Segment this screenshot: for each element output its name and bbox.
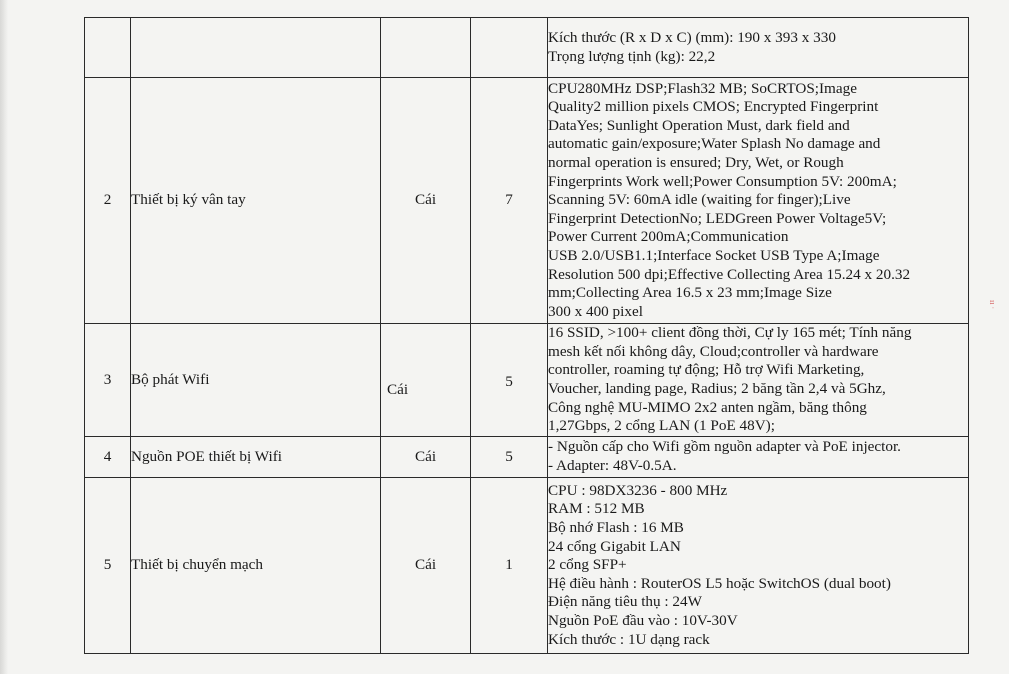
equipment-spec-table	[84, 17, 969, 654]
quantity-cell	[471, 324, 548, 437]
table-row	[85, 437, 969, 478]
row-number-cell: 4	[85, 437, 131, 478]
quantity-cell	[471, 18, 548, 78]
unit-cell	[381, 18, 471, 78]
item-name-cell: Bộ phát Wifi	[131, 324, 381, 437]
spec-cell: CPU : 98DX3236 - 800 MHz RAM : 512 MB Bộ nhớ Flash : 16 MB 24 cổng Gigabit LAN 2 cổng SFP+ Hệ điều hành : RouterOS L5 hoặc SwitchOS (dual boot) Điện năng tiêu thụ : 24W Nguồn PoE đầu vào : 10V-30V Kích thước : 1U dạng rack	[548, 478, 969, 654]
item-name-cell: Thiết bị ký vân tay	[131, 78, 381, 324]
item-name-cell: Nguồn POE thiết bị Wifi	[131, 437, 381, 478]
unit-label: Cái	[387, 380, 409, 398]
item-name-cell	[131, 18, 381, 78]
unit-cell	[381, 324, 471, 437]
unit-cell: Cái	[381, 78, 471, 324]
spec-cell: 16 SSID, >100+ client đồng thời, Cự ly 165 mét; Tính năng mesh kết nối không dây, Cloud;controller và hardware controller, roaming tự động; Hỗ trợ Wifi Marketing, Voucher, landing page, Radius; 2 băng tần 2,4 và 5Ghz, Công nghệ MU-MIMO 2x2 anten ngầm, băng thông 1,27Gbps, 2 cổng LAN (1 PoE 48V);	[548, 324, 969, 437]
row-number-cell: 5	[85, 478, 131, 654]
unit-cell: Cái	[381, 437, 471, 478]
scan-edge	[0, 0, 8, 674]
margin-stamp-mark: ıı ·	[988, 300, 997, 310]
row-number-cell	[85, 18, 131, 78]
quantity-cell: 1	[471, 478, 548, 654]
table-row	[85, 478, 969, 654]
quantity-label: 5	[505, 372, 513, 390]
table-row	[85, 78, 969, 324]
table-row	[85, 324, 969, 437]
quantity-cell: 7	[471, 78, 548, 324]
row-number-cell: 3	[85, 324, 131, 437]
unit-cell: Cái	[381, 478, 471, 654]
quantity-cell: 5	[471, 437, 548, 478]
row-number-cell: 2	[85, 78, 131, 324]
spec-cell: CPU280MHz DSP;Flash32 MB; SoCRTOS;Image Quality2 million pixels CMOS; Encrypted Fingerprint DataYes; Sunlight Operation Must, dark field and automatic gain/exposure;Water Splash No damage and normal operation is ensured; Dry, Wet, or Rough Fingerprints Work well;Power Consumption 5V: 200mA; Scanning 5V: 60mA idle (waiting for finger);Live Fingerprint DetectionNo; LEDGreen Power Voltage5V; Power Current 200mA;Communication USB 2.0/USB1.1;Interface Socket USB Type A;Image Resolution 500 dpi;Effective Collecting Area 15.24 x 20.32 mm;Collecting Area 16.5 x 23 mm;Image Size 300 x 400 pixel	[548, 78, 969, 324]
spec-cell: Kích thước (R x D x C) (mm): 190 x 393 x 330 Trọng lượng tịnh (kg): 22,2	[548, 18, 969, 78]
spec-cell: - Nguồn cấp cho Wifi gồm nguồn adapter và PoE injector. - Adapter: 48V-0.5A.	[548, 437, 969, 478]
item-name-cell: Thiết bị chuyển mạch	[131, 478, 381, 654]
table-row	[85, 18, 969, 78]
